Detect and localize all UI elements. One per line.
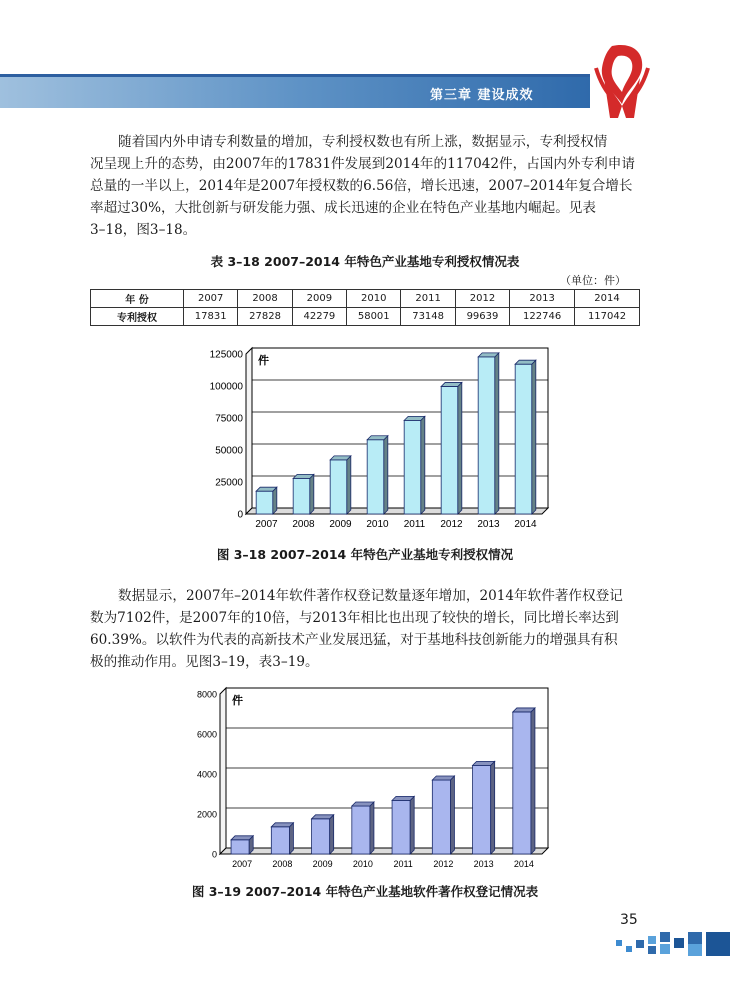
table-header-label: 年 份 — [91, 290, 184, 308]
x-tick-label: 2010 — [352, 859, 373, 869]
pixel-decoration — [616, 932, 730, 956]
bar — [478, 353, 499, 514]
table-year-cell: 2013 — [510, 290, 575, 308]
bar — [312, 815, 334, 854]
bar — [231, 836, 253, 854]
body-paragraph-2 — [90, 585, 640, 673]
table-year-cell: 2009 — [292, 290, 346, 308]
table-year-cell: 2011 — [401, 290, 455, 308]
table-year-cell: 2014 — [575, 290, 640, 308]
table-year-cell: 2012 — [455, 290, 509, 308]
y-tick-label: 100000 — [209, 381, 243, 393]
paragraph-line: 随着国内外申请专利数量的增加，专利授权数也有所上涨，数据显示，专利授权情 — [118, 134, 608, 150]
x-tick-label: 2013 — [473, 859, 494, 869]
x-tick-label: 2007 — [232, 859, 253, 869]
paragraph-line: 率超过30%，大批创新与研发能力强、成长迅速的企业在特色产业基地内崛起。见表 — [90, 200, 596, 216]
paragraph-line: 3–18，图3–18。 — [90, 222, 197, 238]
x-tick-label: 2011 — [403, 519, 426, 530]
y-tick-label: 0 — [211, 849, 217, 860]
bar — [513, 708, 535, 854]
x-tick-label: 2012 — [433, 859, 454, 869]
x-tick-label: 2008 — [292, 519, 315, 530]
table-value-cell: 117042 — [575, 308, 640, 326]
x-tick-label: 2007 — [255, 519, 278, 530]
bar — [432, 776, 454, 854]
table-value-cell: 17831 — [184, 308, 238, 326]
y-tick-label: 4000 — [196, 769, 217, 780]
bar — [367, 436, 388, 514]
x-tick-label: 2008 — [272, 859, 293, 869]
table-unit: （单位：件） — [560, 274, 626, 287]
table-year-cell: 2010 — [347, 290, 401, 308]
chapter-title: 第三章 建设成效 — [430, 88, 534, 103]
y-tick-label: 2000 — [196, 809, 217, 820]
table-value-cell: 73148 — [401, 308, 455, 326]
bar — [352, 802, 374, 854]
bar — [441, 382, 462, 514]
y-tick-label: 75000 — [215, 413, 243, 425]
paragraph-line: 况呈现上升的态势，由2007年的17831件发展到2014年的117042件，占国内外专利申请 — [90, 156, 635, 172]
y-tick-label: 125000 — [209, 349, 243, 361]
figure-2-caption: 图 3–19 2007–2014 年特色产业基地软件著作权登记情况表 — [191, 884, 539, 899]
table-value-cell: 122746 — [510, 308, 575, 326]
table-row-label: 专利授权 — [91, 308, 184, 326]
y-unit-label: 件 — [232, 694, 243, 707]
body-paragraph-1 — [90, 131, 640, 241]
figure-1-caption: 图 3–18 2007–2014 年特色产业基地专利授权情况 — [216, 547, 514, 562]
software-copyright-bar-chart — [190, 680, 550, 872]
y-tick-label: 6000 — [196, 729, 217, 740]
paragraph-line: 数据显示，2007年–2014年软件著作权登记数量逐年增加，2014年软件著作权登记 — [118, 588, 623, 604]
x-tick-label: 2009 — [312, 859, 333, 869]
paragraph-line: 数为7102件，是2007年的10倍，与2013年相比也出现了较快的增长，同比增长率达到 — [90, 610, 619, 626]
table-value-cell: 58001 — [347, 308, 401, 326]
table-year-cell: 2007 — [184, 290, 238, 308]
bar — [256, 487, 277, 514]
table-header-row — [91, 290, 640, 308]
x-tick-label: 2011 — [393, 859, 413, 869]
x-tick-label: 2014 — [513, 859, 534, 869]
page-number: 35 — [620, 912, 638, 928]
bar — [515, 360, 536, 514]
table-value-cell: 42279 — [292, 308, 346, 326]
y-unit-label: 件 — [258, 354, 269, 367]
torch-logo-icon — [582, 38, 662, 120]
bar — [330, 456, 351, 514]
patent-bar-chart — [200, 340, 560, 532]
x-tick-label: 2013 — [477, 519, 500, 530]
paragraph-line: 极的推动作用。见图3–19，表3–19。 — [90, 654, 319, 670]
bar — [473, 761, 495, 854]
patent-table — [90, 289, 640, 326]
y-tick-label: 8000 — [196, 689, 217, 700]
y-tick-label: 50000 — [215, 445, 243, 457]
table-value-cell: 99639 — [455, 308, 509, 326]
x-tick-label: 2010 — [366, 519, 389, 530]
table-row — [91, 308, 640, 326]
table-year-cell: 2008 — [238, 290, 292, 308]
header-rule — [0, 74, 590, 77]
paragraph-line: 60.39%。以软件为代表的高新技术产业发展迅猛，对于基地科技创新能力的增强具有积 — [90, 632, 618, 648]
bar — [392, 796, 414, 854]
bar — [404, 416, 425, 514]
bar — [293, 474, 314, 514]
y-tick-label: 0 — [237, 509, 243, 521]
table-title: 表 3–18 2007–2014 年特色产业基地专利授权情况表 — [210, 254, 520, 269]
x-tick-label: 2012 — [440, 519, 463, 530]
x-tick-label: 2009 — [329, 519, 352, 530]
table-value-cell: 27828 — [238, 308, 292, 326]
y-tick-label: 25000 — [215, 477, 243, 489]
x-tick-label: 2014 — [514, 519, 537, 530]
bar — [271, 823, 293, 854]
paragraph-line: 总量的一半以上，2014年是2007年授权数的6.56倍，增长迅速，2007–2014年复合增长 — [90, 178, 633, 194]
